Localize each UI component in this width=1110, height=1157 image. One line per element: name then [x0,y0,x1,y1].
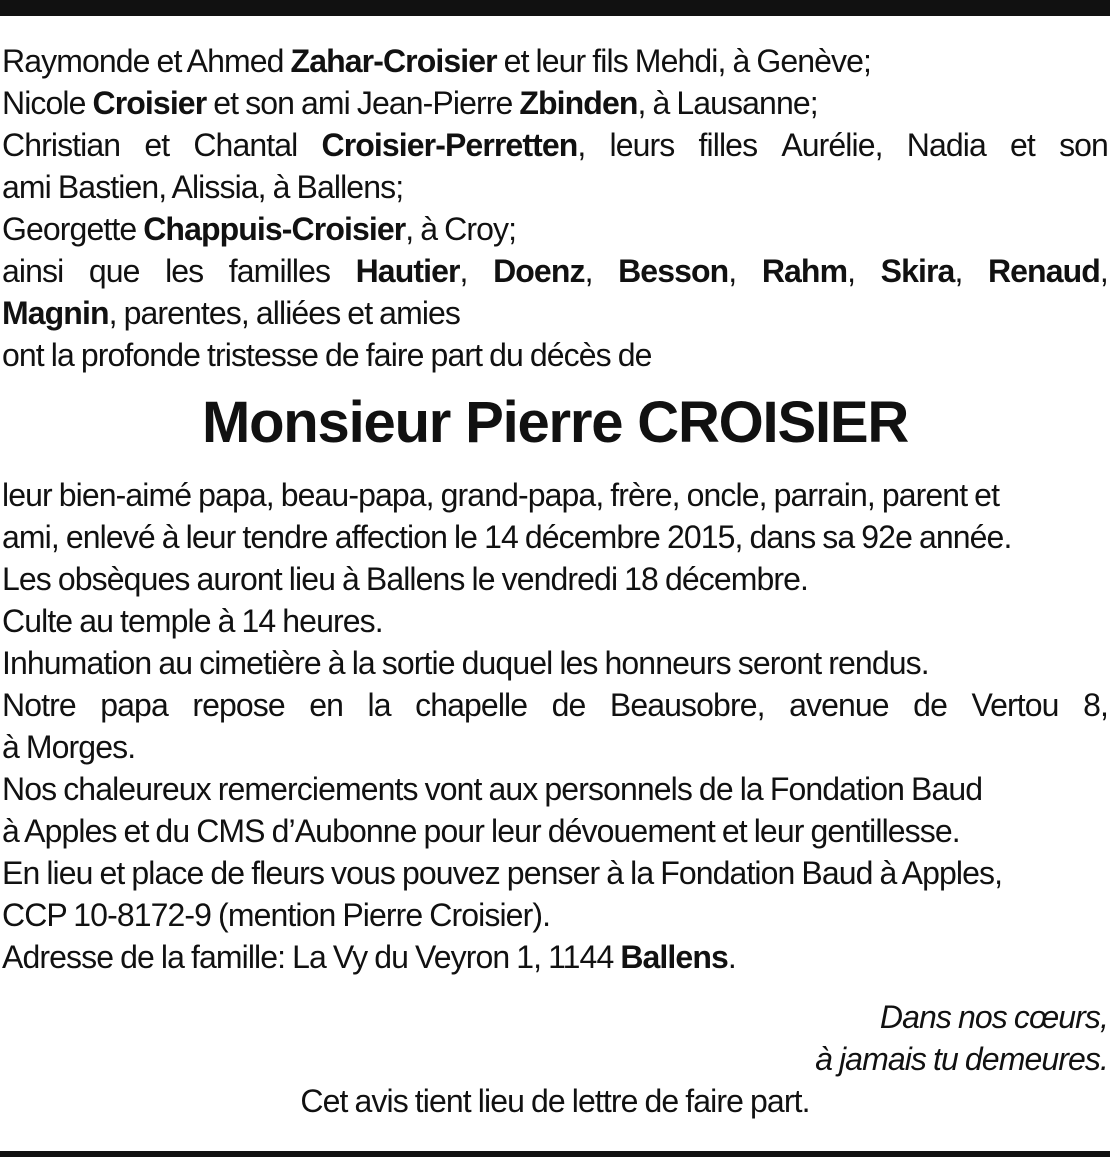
family-line-1: Raymonde et Ahmed Zahar-Croisier et leur fils Mehdi, à Genève; [2,43,872,79]
body-line-2: ami, enlevé à leur tendre affection le 14 décembre 2015, dans sa 92e année. [2,519,1012,555]
deceased-name: Monsieur Pierre CROISIER [201,390,909,455]
bottom-rule [0,1151,1110,1157]
body-line-10: En lieu et place de fleurs vous pouvez penser à la Fondation Baud à Apples, [2,855,1003,891]
family-line-4: ami Bastien, Alissia, à Ballens; [2,169,404,205]
family-line-3: Christian et Chantal Croisier-Perretten, leurs filles Aurélie, Nadia et son [2,127,1108,163]
closing-note: Cet avis tient lieu de lettre de faire part. [300,1083,810,1119]
body-line-4: Culte au temple à 14 heures. [2,603,383,639]
epitaph-line-2: à jamais tu demeures. [815,1041,1108,1077]
body-line-8: Nos chaleureux remerciements vont aux personnels de la Fondation Baud [2,771,983,807]
body-line-5: Inhumation au cimetière à la sortie duquel les honneurs seront rendus. [2,645,929,681]
top-rule [0,0,1110,16]
body-line-7: à Morges. [2,729,136,765]
family-line-6: ainsi que les familles Hautier, Doenz, Besson, Rahm, Skira, Renaud, [2,253,1108,289]
obituary-notice [2,40,1108,1122]
epitaph-line-1: Dans nos cœurs, [879,999,1108,1035]
body-line-11: CCP 10-8172-9 (mention Pierre Croisier). [2,897,551,933]
family-line-7: Magnin, parentes, alliées et amies [2,295,461,331]
family-line-5: Georgette Chappuis-Croisier, à Croy; [2,211,517,247]
spacer [2,978,1108,996]
family-line-8: ont la profonde tristesse de faire part du décès de [2,337,652,373]
body-line-3: Les obsèques auront lieu à Ballens le vendredi 18 décembre. [2,561,809,597]
body-line-9: à Apples et du CMS d’Aubonne pour leur dévouement et leur gentillesse. [2,813,960,849]
body-line-1: leur bien-aimé papa, beau-papa, grand-papa, frère, oncle, parrain, parent et [2,477,1000,513]
family-line-2: Nicole Croisier et son ami Jean-Pierre Zbinden, à Lausanne; [2,85,818,121]
body-line-6: Notre papa repose en la chapelle de Beausobre, avenue de Vertou 8, [2,687,1108,723]
body-line-12: Adresse de la famille: La Vy du Veyron 1, 1144 Ballens. [2,939,736,975]
